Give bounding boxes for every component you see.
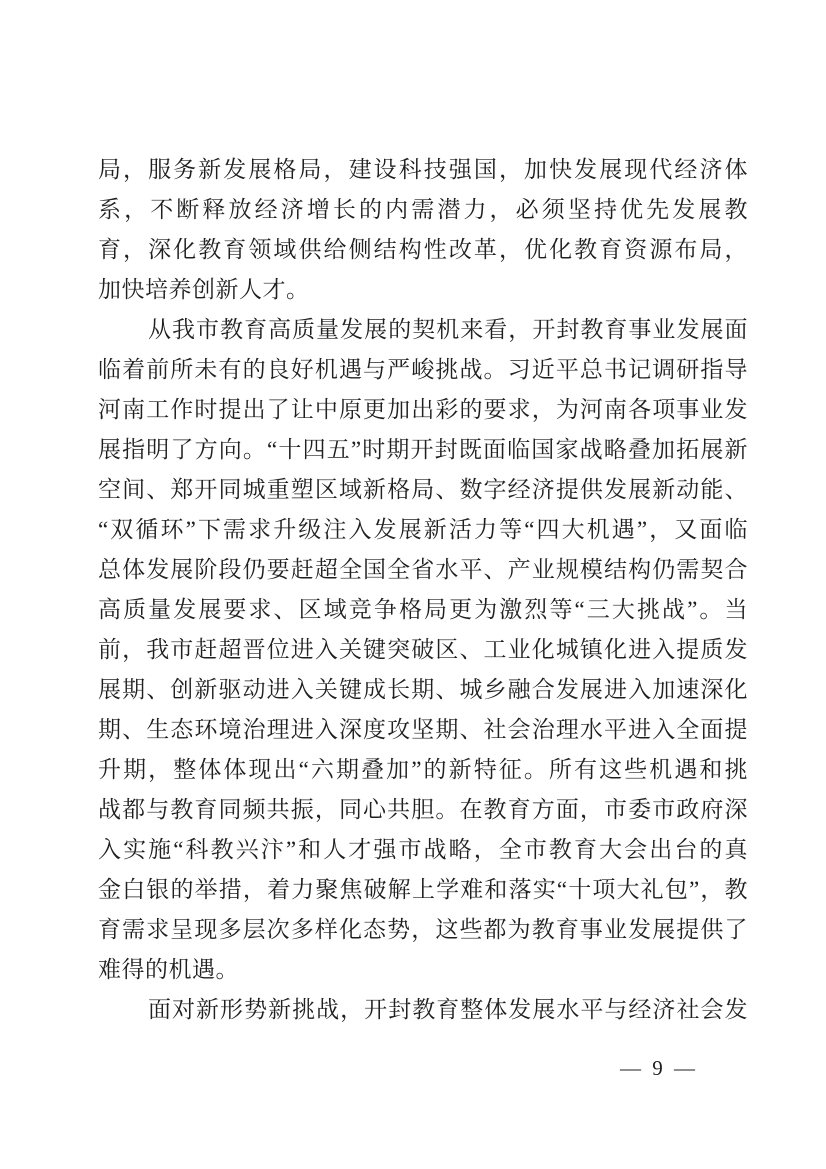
text-line: 局，服务新发展格局，建设科技强国，加快发展现代经济体	[98, 157, 748, 182]
text-line: 育需求呈现多层次多样化态势，这些都为教育事业发展提供了	[98, 917, 748, 942]
text-line: 系，不断释放经济增长的内需潜力，必须坚持优先发展教	[98, 197, 748, 222]
text-line: 难得的机遇。	[98, 957, 239, 982]
text-line: 升期，整体体现出“六期叠加”的新特征。所有这些机遇和挑	[98, 757, 748, 782]
text-line: 前，我市赶超晋位进入关键突破区、工业化城镇化进入提质发	[98, 637, 748, 662]
text-line: 育，深化教育领域供给侧结构性改革，优化教育资源布局，	[98, 237, 748, 262]
page-number: — 9 —	[620, 1056, 698, 1080]
text-line: 空间、郑开同城重塑区域新格局、数字经济提供发展新动能、	[98, 477, 748, 502]
text-line: 总体发展阶段仍要赶超全国全省水平、产业规模结构仍需契合	[98, 557, 748, 582]
text-line: 高质量发展要求、区域竞争格局更为激烈等“三大挑战”。当	[98, 597, 748, 622]
text-line: 展期、创新驱动进入关键成长期、城乡融合发展进入加速深化	[98, 677, 748, 702]
text-line: 从我市教育高质量发展的契机来看，开封教育事业发展面	[148, 317, 748, 342]
text-line: 加快培养创新人才。	[98, 277, 310, 302]
text-line: “双循环”下需求升级注入发展新活力等“四大机遇”，又面临	[98, 517, 748, 542]
text-line: 展指明了方向。“十四五”时期开封既面临国家战略叠加拓展新	[98, 437, 748, 462]
text-line: 战都与教育同频共振，同心共胆。在教育方面，市委市政府深	[98, 797, 748, 822]
text-body	[98, 150, 748, 1030]
text-line: 临着前所未有的良好机遇与严峻挑战。习近平总书记调研指导	[98, 357, 748, 382]
text-line: 期、生态环境治理进入深度攻坚期、社会治理水平进入全面提	[98, 717, 748, 742]
text-line: 金白银的举措，着力聚焦破解上学难和落实“十项大礼包”，教	[98, 877, 748, 902]
text-line: 河南工作时提出了让中原更加出彩的要求，为河南各项事业发	[98, 397, 748, 422]
text-line: 入实施“科教兴汴”和人才强市战略，全市教育大会出台的真	[98, 837, 748, 862]
text-line: 面对新形势新挑战，开封教育整体发展水平与经济社会发	[148, 997, 748, 1022]
